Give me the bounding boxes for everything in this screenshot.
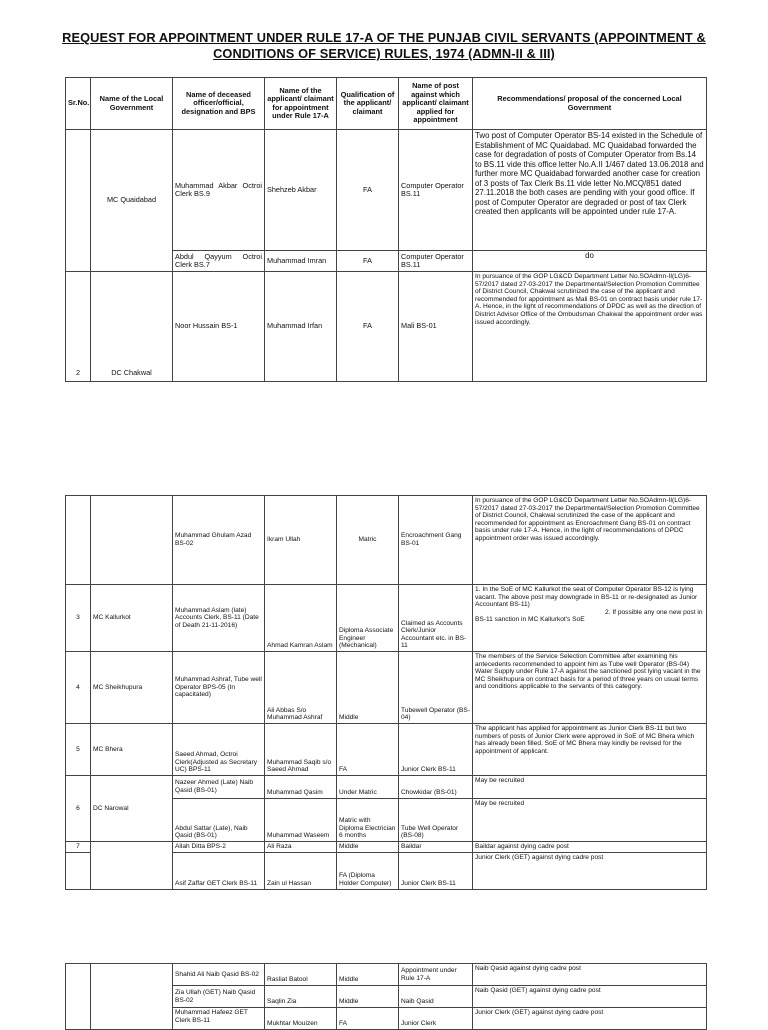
cell-applicant: Saqlin Zia (265, 986, 337, 1008)
cell-applicant: Mukhtar Mouizen (265, 1008, 337, 1030)
cell-recommendation: Naib Qasid against dying cadre post (473, 964, 707, 986)
cell-post: Tube Well Operator (BS-08) (399, 799, 473, 842)
cell-sr: 4 (66, 652, 91, 724)
cell-qualification: FA (337, 1008, 399, 1030)
cell-qualification: Middle (337, 652, 399, 724)
cell-post: Computer Operator BS.11 (399, 130, 473, 251)
cell-qualification: Matric with Diploma Electrician 6 months (337, 799, 399, 842)
cell-applicant: Muhammad Saqib s/o Saeed Ahmad (265, 724, 337, 776)
cell-applicant: Rasliat Batool (265, 964, 337, 986)
cell-recommendation: Junior Clerk (GET) against dying cadre post (473, 852, 707, 889)
page-title (0, 30, 768, 62)
header-row (66, 78, 707, 130)
cell-post: Encroachment Gang BS-01 (399, 496, 473, 585)
cell-local-government (91, 842, 173, 890)
header-sr: Sr.No. (66, 78, 91, 130)
cell-post: Junior Clerk (399, 1008, 473, 1030)
cell-applicant: Ahmad Kamran Aslam (265, 585, 337, 652)
cell-sr (66, 130, 91, 272)
header-local-government: Name of the Local Government (91, 78, 173, 130)
cell-deceased: Saeed Ahmad, Octroi Clerk(Adjusted as Secretary UC) BPS-11 (173, 724, 265, 776)
cell-post: Naib Qasid (399, 986, 473, 1008)
header-qualification: Qualification of the applicant/ claimant (337, 78, 399, 130)
cell-deceased: Asif Zaffar GET Clerk BS-11 (173, 852, 265, 889)
cell-post: Mali BS-01 (399, 272, 473, 382)
cell-qualification: Under Matric (337, 776, 399, 799)
cell-sr (66, 852, 91, 889)
cell-sr: 2 (66, 272, 91, 382)
cell-applicant: Muhammad Imran (265, 251, 337, 272)
cell-recommendation (473, 585, 707, 652)
header-deceased: Name of deceased officer/official, designation and BPS (173, 78, 265, 130)
cell-applicant: Zain ul Hassan (265, 852, 337, 889)
cell-recommendation: do (473, 251, 707, 272)
cell-deceased: Abdul Qayyum Octroi Clerk BS.7 (173, 251, 265, 272)
cell-deceased: Allah Ditta BPS-2 (173, 842, 265, 853)
cell-post: Chowkidar (BS-01) (399, 776, 473, 799)
cell-post: Junior Clerk BS-11 (399, 724, 473, 776)
cell-deceased: Muhammad Akbar Octroi Clerk BS.9 (173, 130, 265, 251)
appointment-table-part-1 (65, 77, 707, 382)
cell-deceased: Muhammad Hafeez GET Clerk BS-11 (173, 1008, 265, 1030)
table-row (66, 496, 707, 585)
cell-recommendation: In pursuance of the GOP LG&CD Department Letter No.SOAdmn-II(LG)6-57/2017 dated 27-03-2017 the Departmental/Selection Promotion Committee of District Council, Chakwal scrutinized the case of the applicant and recommended for appointment as Encroachment Gang BS-01 on contract basis under rule 17-A. Hence, in the light of recommendations of DPDC appointment order was issued accordingly. (473, 496, 707, 585)
cell-recommendation: Naib Qasid (GET) against dying cadre post (473, 986, 707, 1008)
cell-post: Computer Operator BS.11 (399, 251, 473, 272)
cell-qualification: Middle (337, 986, 399, 1008)
recommendation-point-2: 2. If possible any one new post in BS-11 sanction in MC Kallurkot's SoE (475, 608, 703, 624)
title-line-1: REQUEST FOR APPOINTMENT UNDER RULE 17-A OF THE PUNJAB CIVIL SERVANTS (APPOINTMENT & (62, 30, 706, 45)
cell-local-government (91, 496, 173, 585)
cell-qualification: FA (337, 130, 399, 251)
cell-local-government (91, 964, 173, 1030)
cell-sr: 7 (66, 842, 91, 853)
table-row (66, 964, 707, 986)
cell-local-government: MC Bhera (91, 724, 173, 776)
table-row (66, 585, 707, 652)
cell-applicant: Ikram Ullah (265, 496, 337, 585)
cell-applicant: Muhammad Qasim (265, 776, 337, 799)
table-row (66, 776, 707, 799)
cell-sr: 5 (66, 724, 91, 776)
cell-local-government: MC Quaidabad (91, 130, 173, 272)
cell-local-government: MC Sheikhupura (91, 652, 173, 724)
cell-qualification: FA (337, 724, 399, 776)
cell-recommendation: Junior Clerk (GET) against dying cadre post (473, 1008, 707, 1030)
cell-qualification: FA (337, 272, 399, 382)
cell-recommendation: Baildar against dying cadre post (473, 842, 707, 853)
cell-post: Junior Clerk BS-11 (399, 852, 473, 889)
cell-sr: 6 (66, 776, 91, 842)
cell-qualification: Middle (337, 842, 399, 853)
cell-recommendation: Two post of Computer Operator BS-14 existed in the Schedule of Establishment of MC Quaidabad. MC Quaidabad forwarded the case for degradation of posts of Computer Operator from Bs.14 to BS.11 vide this office letter No.A.II 1/467 dated 13.06.2018 and further more MC Quaidabad forwarded another case for creation of 3 posts of Tax Clerk Bs.11 vide letter No.MCQ/851 dated 27.11.2018 the both cases are pending with your good office. If post of Computer Operator are degraded or post of tax Clerk created then applicants will be appointed under rule 17-A. (473, 130, 707, 251)
cell-deceased: Zia Ullah (GET) Naib Qasid BS-02 (173, 986, 265, 1008)
cell-sr (66, 964, 91, 1030)
cell-qualification: FA (337, 251, 399, 272)
cell-local-government: DC Narowal (91, 776, 173, 842)
table-row (66, 272, 707, 382)
cell-post: Tubewell Operator (BS-04) (399, 652, 473, 724)
cell-local-government: MC Kallurkot (91, 585, 173, 652)
table-row (66, 130, 707, 251)
table-row (66, 724, 707, 776)
cell-recommendation: The members of the Service Selection Committee after examining his antecedents recommended to appoint him as Tube well Operator (BS-04) Water Supply under Rule 17-A against the sanctioned post lying vacant in the MC Sheikhupura on contract basis for a period of three years on usual terms and conditions applicable to the servants of this category. (473, 652, 707, 724)
cell-post: Appointment under Rule 17-A (399, 964, 473, 986)
cell-recommendation: May be recruited (473, 799, 707, 842)
cell-qualification: FA (Diploma Holder Computer) (337, 852, 399, 889)
header-applicant: Name of the applicant/ claimant for appointment under Rule 17-A (265, 78, 337, 130)
cell-applicant: Shehzeb Akbar (265, 130, 337, 251)
cell-local-government: DC Chakwal (91, 272, 173, 382)
cell-sr: 3 (66, 585, 91, 652)
cell-deceased: Muhammad Ashraf, Tube well Operator BPS-05 (In capacitated) (173, 652, 265, 724)
cell-applicant: Ali Abbas S/o Muhammad Ashraf (265, 652, 337, 724)
cell-deceased: Nazeer Ahmed (Late) Naib Qasid (BS-01) (173, 776, 265, 799)
cell-deceased: Muhammad Ghulam Azad BS-02 (173, 496, 265, 585)
table-row (66, 842, 707, 853)
appointment-table-part-2 (65, 495, 707, 890)
table-row (66, 652, 707, 724)
cell-deceased: Noor Hussain BS-1 (173, 272, 265, 382)
cell-applicant: Ali Raza (265, 842, 337, 853)
cell-recommendation: The applicant has applied for appointment as Junior Clerk BS-11 but two numbers of posts of Junior Clerk were approved in SoE of MC Bhera which has already been filled. SoE of MC Bhera may kindly be revised for the appointment of applicant. (473, 724, 707, 776)
cell-deceased: Abdul Sattar (Late), Naib Qasid (BS-01) (173, 799, 265, 842)
appointment-table-part-3 (65, 963, 707, 1030)
cell-qualification: Diploma Associate Engineer (Mechanical) (337, 585, 399, 652)
header-recommendation: Recommendations/ proposal of the concerned Local Government (473, 78, 707, 130)
cell-qualification: Middle (337, 964, 399, 986)
cell-post: Baildar (399, 842, 473, 853)
cell-qualification: Matric (337, 496, 399, 585)
cell-applicant: Muhammad Waseem (265, 799, 337, 842)
recommendation-point-1: 1. In the SoE of MC Kallurkot the seat of Computer Operator BS-12 is lying vacant. The above post may downgrade in BS-11 or re-designated as Junior Accountant BS-11) (475, 586, 698, 609)
title-line-2: CONDITIONS OF SERVICE) RULES, 1974 (ADMN-II & III) (213, 46, 555, 61)
cell-deceased: Shahid Ali Naib Qasid BS-02 (173, 964, 265, 986)
cell-post: Claimed as Accounts Clerk/Junior Accountant etc. in BS-11 (399, 585, 473, 652)
cell-sr (66, 496, 91, 585)
cell-recommendation: In pursuance of the GOP LG&CD Department Letter No.SOAdmn-II(LG)6-57/2017 dated 27-03-2017 the Departmental/Selection Promotion Committee of District Council, Chakwal scrutinized the case of the applicant and recommended for appointment as Mali BS-01 on contract basis under rule 17-A. Hence, in the light of recommendations of DPDC as well as the direction of District Advisor Office of the Ombudsman Chakwal the appointment order was issued accordingly. (473, 272, 707, 382)
cell-recommendation: May be recruited (473, 776, 707, 799)
header-post: Name of post against which applicant/ claimant applied for appointment (399, 78, 473, 130)
cell-applicant: Muhammad Irfan (265, 272, 337, 382)
cell-deceased: Muhammad Aslam (late) Accounts Clerk, BS-11 (Date of Death 21-11-2016) (173, 585, 265, 652)
